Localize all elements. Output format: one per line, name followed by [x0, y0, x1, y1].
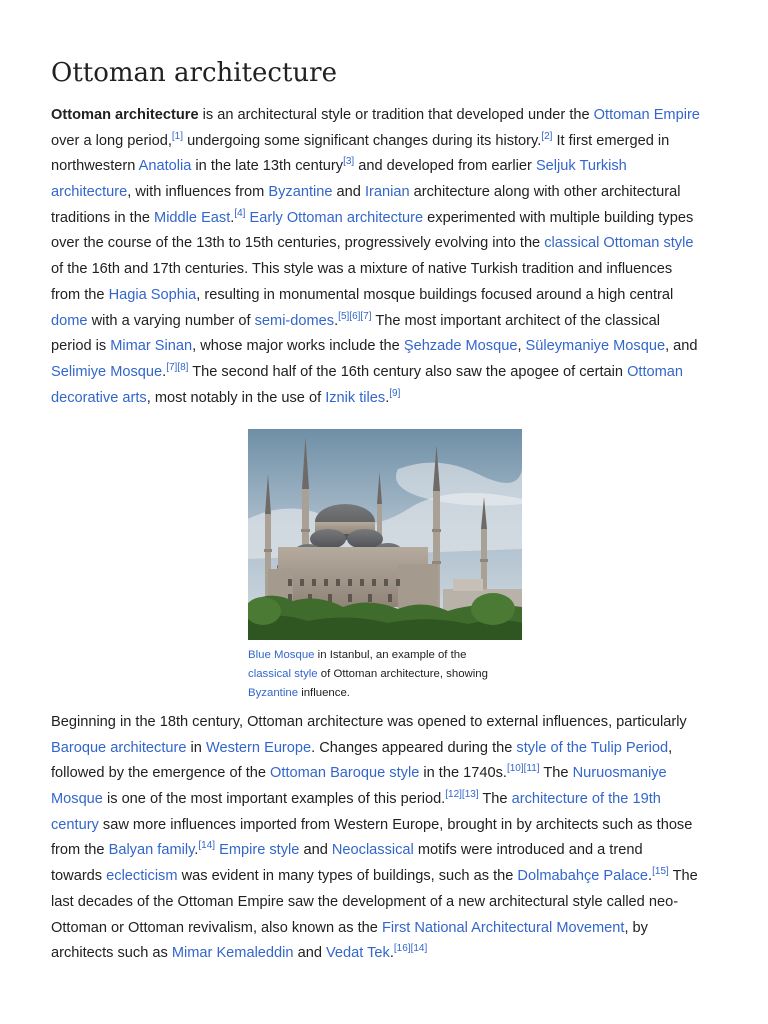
article-link[interactable]: Western Europe	[205, 739, 312, 756]
text-run: of the 16th and 17th centuries. This style was a mixture of native Turkish tradition and influences	[51, 261, 673, 278]
article-link[interactable]: Nuruosmaniye	[572, 765, 667, 782]
text-run: , whose major works include the	[192, 338, 404, 355]
text-line	[51, 206, 731, 232]
text-run: and	[299, 842, 332, 859]
reference-sup	[389, 388, 400, 399]
text-line	[248, 665, 522, 684]
text-run: ,	[517, 338, 526, 355]
text-run: experimented with multiple building types	[423, 209, 694, 226]
citation-link[interactable]: [7][8]	[166, 361, 189, 373]
article-link[interactable]: Selimiye Mosque	[51, 363, 163, 380]
text-run: .	[389, 945, 394, 962]
text-line	[51, 309, 731, 335]
text-run: last decades of the Ottoman Empire saw the development of a new architectural style called neo-	[51, 893, 679, 910]
text-run: .	[230, 209, 235, 226]
text-run: with a varying number of	[87, 312, 255, 329]
blue-mosque-photo[interactable]	[248, 429, 522, 640]
text-run: .	[385, 389, 390, 406]
text-line	[51, 257, 731, 283]
figure-caption	[248, 646, 522, 703]
text-run: towards	[51, 868, 107, 885]
text-run: .	[162, 363, 167, 380]
text-run: It first emerged in	[552, 132, 670, 149]
text-line	[248, 646, 522, 665]
text-run: motifs were introduced and a trend	[413, 842, 643, 859]
text-line	[51, 890, 731, 916]
article-link[interactable]: Seljuk Turkish	[535, 158, 627, 175]
text-run: and	[293, 945, 326, 962]
article-link[interactable]: Middle East	[154, 209, 231, 226]
citation-link[interactable]: [16][14]	[393, 943, 428, 955]
text-run: is one of the most important examples of this period.	[102, 791, 446, 808]
text-run: architects such as	[51, 945, 172, 962]
article-link[interactable]: Empire style	[219, 842, 300, 859]
text-line	[51, 787, 731, 813]
text-run: The	[478, 791, 512, 808]
reference-sup	[652, 866, 669, 877]
article-link[interactable]: Balyan family	[108, 842, 195, 859]
text-run: was evident in many types of buildings, such as the	[177, 868, 518, 885]
text-run: in the 1740s.	[419, 765, 507, 782]
text-line	[51, 360, 731, 386]
text-run: The	[668, 868, 698, 885]
reference-sup	[338, 311, 371, 322]
text-run: , and	[665, 338, 698, 355]
text-run: is an architectural style or tradition that developed under the	[198, 107, 594, 123]
text-run: , by	[624, 919, 648, 936]
text-run: The	[539, 765, 573, 782]
text-run: followed by the emergence of the	[51, 765, 271, 782]
article-link[interactable]: architecture	[51, 184, 128, 201]
text-line	[51, 761, 731, 787]
text-line	[248, 684, 522, 703]
article-link[interactable]: decorative arts	[51, 389, 147, 406]
article-link[interactable]: architecture of the 19th	[511, 791, 661, 808]
text-run: in	[186, 739, 206, 756]
article-link[interactable]: Dolmabahçe Palace	[517, 868, 649, 885]
text-run: and	[332, 184, 365, 201]
text-line	[51, 180, 731, 206]
text-line	[51, 103, 731, 129]
reference-sup	[172, 131, 183, 142]
article-link[interactable]: Şehzade Mosque	[403, 338, 518, 355]
page-title: Ottoman architecture	[51, 58, 337, 88]
citation-link[interactable]: [3]	[343, 156, 355, 168]
text-line	[51, 864, 731, 890]
article-link[interactable]: century	[51, 816, 99, 833]
blue-mosque-figure	[248, 429, 522, 703]
citation-link[interactable]: [4]	[234, 207, 246, 219]
article-link[interactable]: Mimar Kemaleddin	[171, 945, 294, 962]
text-run: Beginning in the 18th century, Ottoman architecture was opened to external influences, particularly	[51, 714, 687, 730]
text-run: and developed from earlier	[354, 158, 536, 175]
text-line	[51, 838, 731, 864]
article-link[interactable]: First National Architectural Movement	[381, 919, 625, 936]
text-line	[51, 941, 731, 967]
text-run: architecture along with other architectural	[409, 184, 681, 201]
text-run: traditions in the	[51, 209, 155, 226]
article-link[interactable]: classical style	[248, 668, 318, 680]
article-link[interactable]: style of the Tulip Period	[516, 739, 669, 756]
citation-link[interactable]: [9]	[389, 387, 401, 399]
article-link[interactable]: dome	[51, 312, 88, 329]
modern-period-paragraph	[51, 710, 731, 967]
text-run: ,	[668, 739, 673, 756]
article-link[interactable]: Hagia Sophia	[108, 286, 197, 303]
text-run: . Changes appeared during the	[311, 739, 517, 756]
text-line	[51, 231, 731, 257]
article-link[interactable]: semi-domes	[254, 312, 335, 329]
text-run: in the late 13th century	[191, 158, 344, 175]
text-run: The second half of the 16th century also saw the apogee of certain	[188, 363, 628, 380]
citation-link[interactable]: [14]	[198, 840, 216, 852]
text-run: , resulting in monumental mosque buildings focused around a high central	[196, 286, 674, 303]
text-line	[51, 736, 731, 762]
text-run: , with influences from	[127, 184, 269, 201]
text-line	[51, 386, 731, 412]
text-run: influence.	[298, 687, 350, 699]
text-run: .	[194, 842, 199, 859]
text-run: over the course of the 13th to 15th centuries, progressively evolving into the	[51, 235, 545, 252]
article-link[interactable]: Anatolia	[138, 158, 192, 175]
citation-link[interactable]: [1]	[171, 130, 184, 142]
citation-link[interactable]: [10][11]	[506, 763, 540, 775]
article-link[interactable]: Ottoman Baroque style	[270, 765, 420, 782]
citation-link[interactable]: [15]	[652, 866, 669, 878]
reference-sup	[166, 362, 188, 373]
reference-sup	[507, 763, 540, 774]
article-link[interactable]: Blue Mosque	[248, 649, 315, 661]
article-link[interactable]: Iznik tiles	[325, 389, 386, 406]
reference-sup	[198, 840, 215, 851]
text-run: from the	[51, 286, 109, 303]
article-link[interactable]: Baroque architecture	[51, 739, 187, 756]
text-run: of Ottoman architecture, showing	[317, 668, 488, 680]
intro-paragraph	[51, 103, 731, 411]
article-link[interactable]: Mimar Sinan	[110, 338, 193, 355]
text-run: .	[648, 868, 653, 885]
reference-sup	[234, 208, 245, 219]
text-run: period is	[51, 338, 111, 355]
citation-link[interactable]: [12][13]	[445, 789, 479, 801]
text-line	[51, 334, 731, 360]
text-run: The most important architect of the classical	[371, 312, 661, 329]
text-run: from the	[51, 842, 109, 859]
text-run: Ottoman or Ottoman revivalism, also known as the	[51, 919, 382, 936]
text-run: saw more influences imported from Western Europe, brought in by architects such as those	[98, 816, 693, 833]
text-line	[51, 916, 731, 942]
text-line	[51, 154, 731, 180]
reference-sup	[541, 131, 552, 142]
text-line	[51, 813, 731, 839]
text-run: in Istanbul, an example of the	[314, 649, 467, 661]
citation-link[interactable]: [5][6][7]	[338, 310, 372, 322]
text-run: undergoing some significant changes during its history.	[183, 132, 542, 149]
reference-sup	[445, 789, 478, 800]
text-run: .	[334, 312, 339, 329]
article-link[interactable]: Ottoman Empire	[593, 107, 700, 123]
text-run: northwestern	[51, 158, 139, 175]
article-link[interactable]: Mosque	[51, 791, 103, 808]
article-link[interactable]: eclecticism	[106, 868, 178, 885]
text-run: , most notably in the use of	[146, 389, 326, 406]
article-link[interactable]: Byzantine	[248, 687, 299, 699]
article-link[interactable]: Ottoman	[627, 363, 684, 380]
article-link[interactable]: Byzantine	[268, 184, 333, 201]
reference-sup	[343, 156, 354, 167]
text-line	[51, 283, 731, 309]
article-link[interactable]: Early Ottoman architecture	[249, 209, 424, 226]
bold-term: Ottoman architecture	[51, 107, 199, 123]
text-line	[51, 129, 731, 155]
article-link[interactable]: Iranian	[364, 184, 410, 201]
article-link[interactable]: Süleymaniye Mosque	[525, 338, 666, 355]
text-run: over a long period,	[51, 132, 172, 149]
reference-sup	[394, 943, 427, 954]
article-link[interactable]: Neoclassical	[331, 842, 414, 859]
text-line	[51, 710, 731, 736]
article-link[interactable]: Vedat Tek	[326, 945, 390, 962]
article-link[interactable]: classical Ottoman style	[544, 235, 694, 252]
citation-link[interactable]: [2]	[541, 130, 553, 142]
